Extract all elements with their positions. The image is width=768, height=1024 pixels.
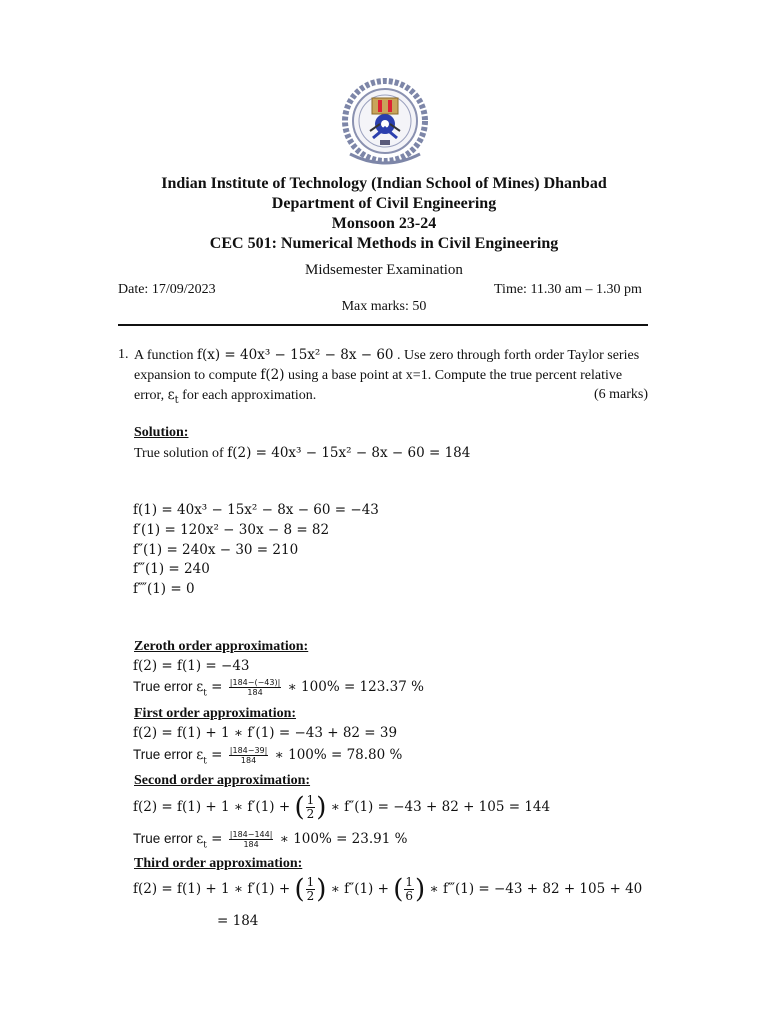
exam-title: Midsemester Examination xyxy=(305,262,463,278)
first-order-heading: First order approximation: xyxy=(134,706,297,721)
department-name: Department of Civil Engineering xyxy=(271,195,497,212)
equals-sign: = xyxy=(206,831,227,848)
max-marks: Max marks: 50 xyxy=(341,299,427,314)
right-paren: ) xyxy=(316,792,327,823)
fraction-denominator: 184 xyxy=(247,688,263,697)
equation-part: ∗ f‴(1) = −43 + 82 + 105 + 40 xyxy=(425,881,643,897)
first-order-error xyxy=(133,746,402,766)
epsilon-symbol: ε xyxy=(196,679,204,696)
left-paren: ( xyxy=(294,792,305,823)
question-text: expansion to compute xyxy=(134,368,261,383)
function-expression: f(x) = 40x³ − 15x² − 8x − 60 xyxy=(197,347,394,363)
equation-part: ∗ f″(1) = −43 + 82 + 105 = 144 xyxy=(326,799,551,815)
sixth-fraction xyxy=(404,876,414,903)
error-fraction xyxy=(229,830,274,849)
third-order-heading: Third order approximation: xyxy=(134,856,303,871)
second-order-error xyxy=(133,830,407,850)
error-result: ∗ 100% = 123.37 % xyxy=(283,679,424,696)
math-expression: f(2) xyxy=(260,367,285,383)
error-result: ∗ 100% = 23.91 % xyxy=(275,831,408,848)
exam-time: Time: 11.30 am – 1.30 pm xyxy=(494,282,642,297)
zeroth-order-error xyxy=(133,678,424,698)
derivative-line: f(1) = 40x³ − 15x² − 8x − 60 = −43 xyxy=(133,502,379,518)
derivative-line: f″(1) = 240x − 30 = 210 xyxy=(133,542,299,558)
true-solution-expression: f(2) = 40x³ − 15x² − 8x − 60 = 184 xyxy=(227,445,471,461)
right-paren: ) xyxy=(316,874,327,905)
fraction-denominator: 2 xyxy=(306,807,315,821)
fraction-numerator: 1 xyxy=(405,875,414,889)
epsilon-subscript: t xyxy=(174,394,179,406)
fraction-denominator: 184 xyxy=(243,840,259,849)
course-title: CEC 501: Numerical Methods in Civil Engineering xyxy=(209,235,559,252)
equals-sign: = xyxy=(206,747,227,764)
question-text: using a base point at x=1. Compute the true percent relative xyxy=(284,368,623,383)
right-paren: ) xyxy=(415,874,426,905)
half-fraction xyxy=(306,794,316,821)
equation-part: f(2) = f(1) + 1 ∗ f′(1) + xyxy=(133,881,295,897)
question-text: for each approximation. xyxy=(178,388,317,403)
zeroth-order-heading: Zeroth order approximation: xyxy=(134,639,309,654)
second-order-heading: Second order approximation: xyxy=(134,773,311,788)
derivative-line: f′(1) = 120x² − 30x − 8 = 82 xyxy=(133,522,330,538)
epsilon-subscript: t xyxy=(203,840,207,851)
equals-sign: = xyxy=(206,679,227,696)
question-text: error, xyxy=(134,388,168,403)
derivative-line: f‴(1) = 240 xyxy=(133,561,210,577)
error-fraction xyxy=(229,678,282,697)
third-order-equation xyxy=(133,876,642,903)
epsilon-symbol: ε xyxy=(167,387,175,403)
true-solution-line xyxy=(134,443,470,464)
fraction-denominator: 2 xyxy=(306,889,315,903)
fraction-numerator: 1 xyxy=(306,875,315,889)
epsilon-symbol: ε xyxy=(196,831,204,848)
first-order-equation: f(2) = f(1) + 1 ∗ f′(1) = −43 + 82 = 39 xyxy=(133,725,398,741)
half-fraction xyxy=(306,876,316,903)
header-divider xyxy=(118,324,648,326)
error-fraction xyxy=(229,746,269,765)
fraction-numerator: 1 xyxy=(306,793,315,807)
question-number: 1. xyxy=(118,347,129,362)
exam-date: Date: 17/09/2023 xyxy=(118,282,216,297)
question-line-3 xyxy=(134,385,316,411)
solution-heading: Solution: xyxy=(134,425,189,440)
true-error-label: True error xyxy=(133,831,197,847)
true-error-label: True error xyxy=(133,679,197,695)
fraction-denominator: 184 xyxy=(240,756,257,765)
error-result: ∗ 100% = 78.80 % xyxy=(270,747,403,764)
equation-part: f(2) = f(1) + 1 ∗ f′(1) + xyxy=(133,799,295,815)
question-text: . Use zero through forth order Taylor series xyxy=(393,348,640,363)
question-line-2 xyxy=(134,365,622,386)
fraction-numerator: |184−39| xyxy=(229,746,268,755)
fraction-numerator: |184−(−43)| xyxy=(229,678,281,687)
fraction-numerator: |184−144| xyxy=(229,830,273,839)
question-line-1 xyxy=(134,345,650,366)
institute-name: Indian Institute of Technology (Indian School of Mines) Dhanbad xyxy=(161,175,607,192)
epsilon-subscript: t xyxy=(203,688,207,699)
question-marks: (6 marks) xyxy=(594,387,649,402)
zeroth-order-equation: f(2) = f(1) = −43 xyxy=(133,658,250,674)
second-order-equation xyxy=(133,794,550,821)
question-text: A function xyxy=(134,348,197,363)
left-paren: ( xyxy=(393,874,404,905)
third-order-continuation: = 184 xyxy=(217,913,259,929)
true-solution-label: True solution of xyxy=(134,446,228,461)
derivative-line: f⁗(1) = 0 xyxy=(133,581,195,597)
left-paren: ( xyxy=(294,874,305,905)
equation-part: ∗ f″(1) + xyxy=(326,881,394,897)
true-error-label: True error xyxy=(133,747,197,763)
epsilon-subscript: t xyxy=(203,756,207,767)
fraction-denominator: 6 xyxy=(405,889,414,903)
institute-logo xyxy=(340,76,430,170)
session-name: Monsoon 23-24 xyxy=(331,215,437,232)
epsilon-symbol: ε xyxy=(196,747,204,764)
